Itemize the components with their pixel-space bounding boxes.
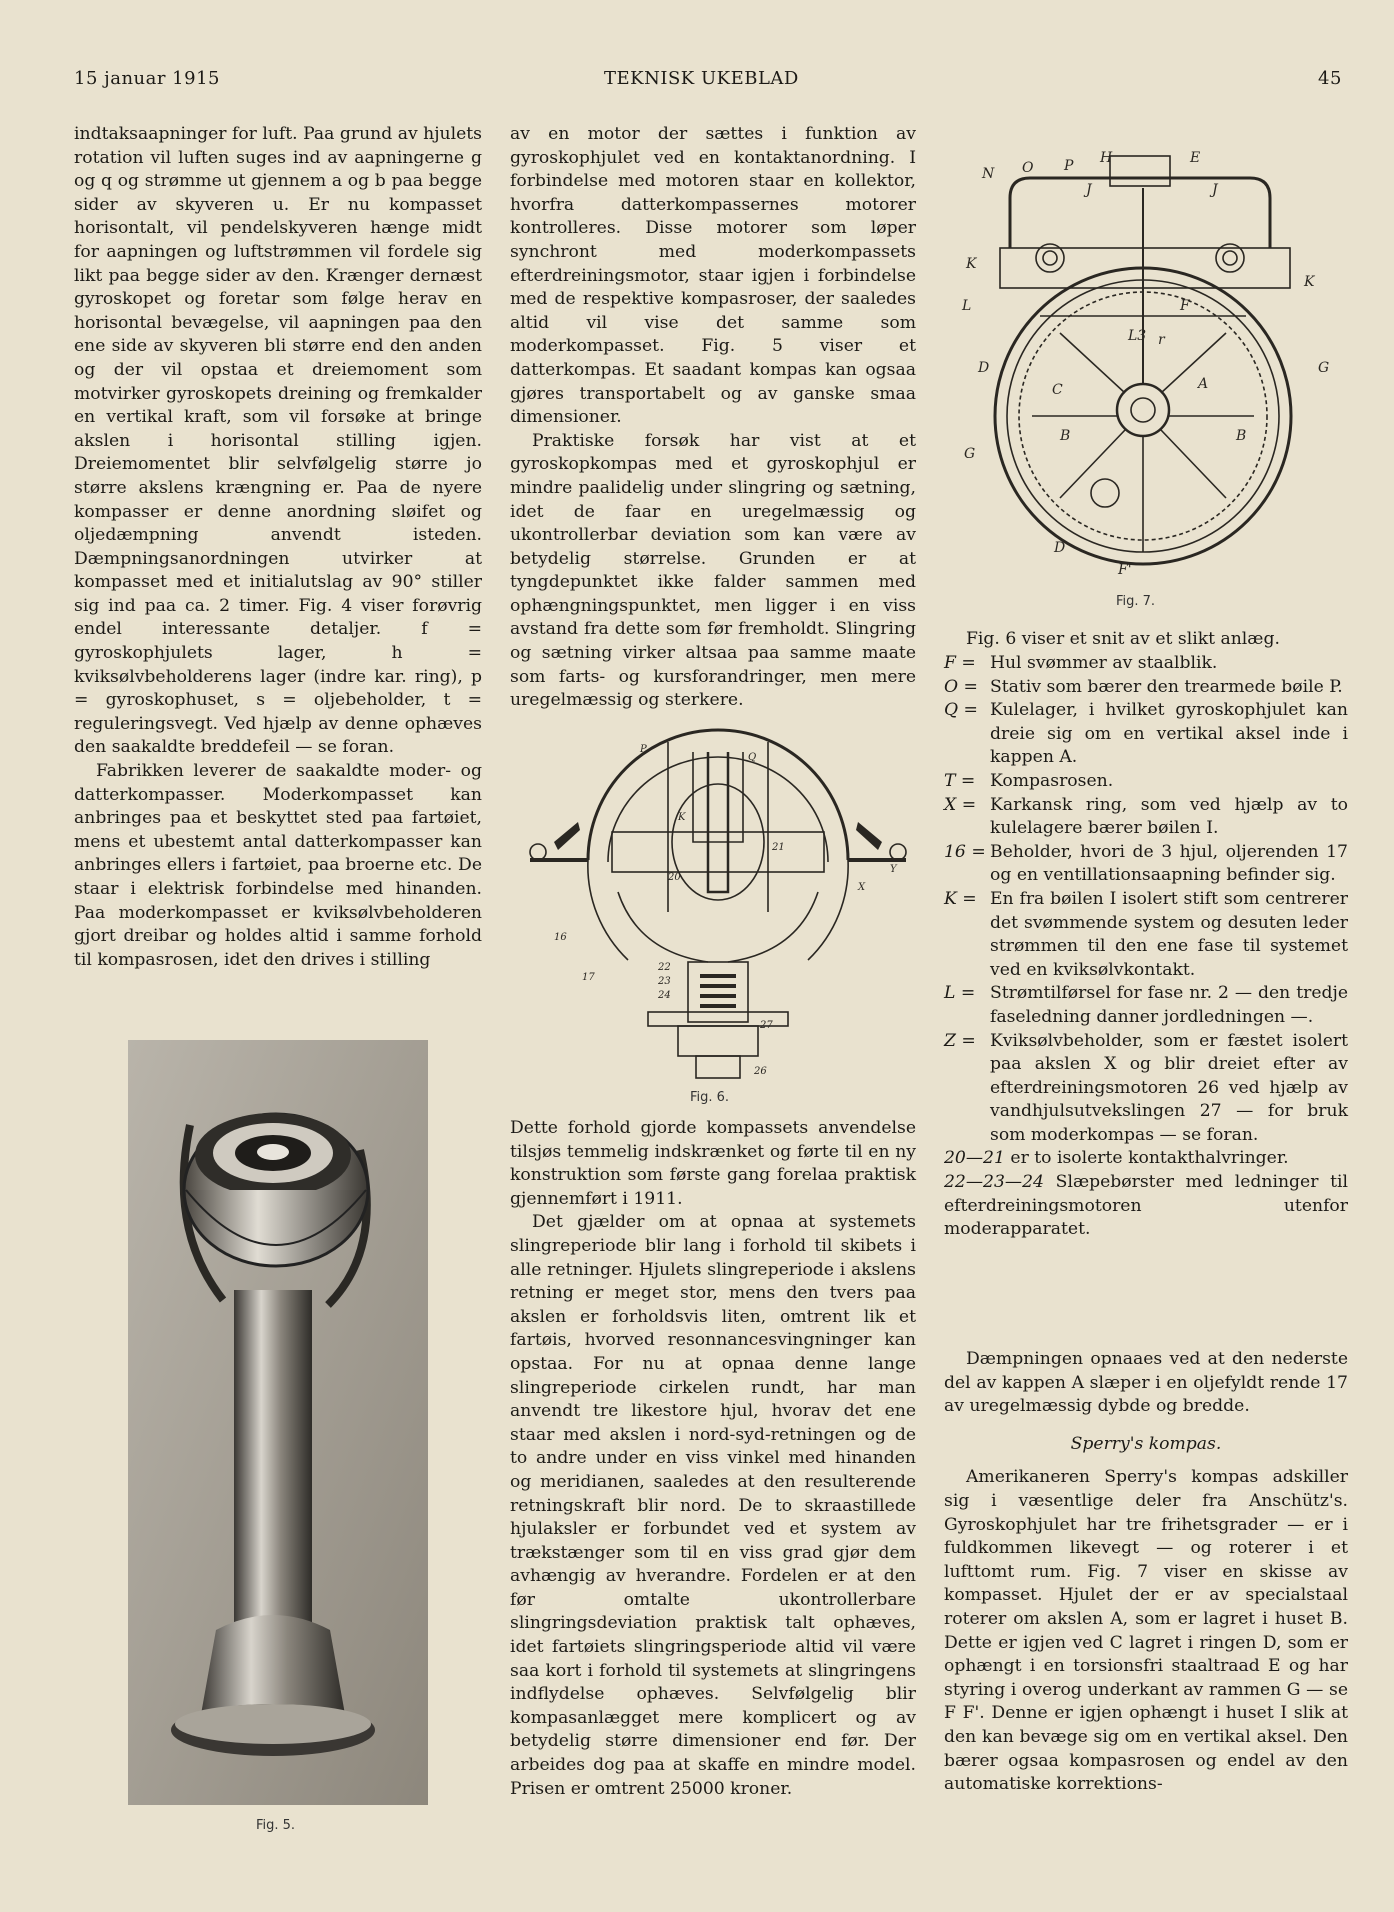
fig7-label: P	[1064, 158, 1074, 174]
fig7-label: B	[1060, 428, 1071, 444]
col3-damping-paragraph: Dæmpningen opnaaes ved at den nederste del av kappen A slæper i en oljefyldt rende 17 av uregelmæssig dybde og bredde.	[944, 1349, 1348, 1417]
legend-key: X =	[944, 794, 977, 815]
col2-paragraph-4: Det gjælder om at opnaa at systemets slingreperiode blir lang i forhold til skibets i alle retninger. Hjulets slingreperiode i akslens retning er meget stor, mens den tvers paa akslen er forholdsvis liten, omtrent lik et fartøis, hvorved resonnancesvingninger kan opstaa. For nu at opnaa denne lange slingreperiode cirkelen rundt, har man anvendt tre likestore hjul, hvorav det ene staar med akslen i nord-syd-retningen og de to andre under en viss vinkel med hinanden og meridianen, saaledes at den resulterende retningskraft blir nord. De to skraastillede hjulaksler er forbundet ved et system av trækstænger som til en viss grad gjør dem avhængig av hverandre. Fordelen er at den før omtalte ukontrollerbare slingringsdeviation praktisk talt ophæves, idet fartøiets slingringsperiode altid vil være saa kort i forhold til systemets at slingringens indflydelse ophæves. Selvfølgelig blir kompasanlægget mere komplicert og av betydelig større dimensioner end før. Der arbeides dog paa at skaffe en mindre model. Prisen er omtrent 25000 kroner.	[510, 1212, 916, 1799]
fig6-caption: Fig. 6.	[690, 1090, 730, 1105]
fig7-sperry-drawing	[960, 148, 1328, 578]
fig7-label: L3	[1128, 328, 1147, 344]
fig7-label: B	[1236, 428, 1247, 444]
fig7-label: L	[962, 298, 972, 314]
legend-item	[944, 841, 1348, 888]
col1-paragraph-1: indtaksaapninger for luft. Paa grund av hjulets rotation vil luften suges ind av aapningerne g og q og strømme ut gjennem a og b paa begge sider av skyveren u. Er nu kompasset horisontalt, vil pendelskyveren hænge midt for aapningen og luftstrømmen vil fordele sig likt paa begge sider av den. Krænger dernæst gyroskopet og foretar som følge herav en horisontal bevægelse, vil aapningen paa den ene side av skyveren bli større end den anden og der vil opstaa et dreiemoment som motvirker gyroskopets dreining og fremkalder en vertikal kraft, som vil forsøke at bringe akslen i horisontal stilling igjen. Dreiemomentet blir selvfølgelig større jo større akslens krængning er. Paa de nyere kompasser er denne anordning sløifet og oljedæmpning anvendt isteden. Dæmpningsanordningen utvirker at kompasset med et initialutslag av 90° stiller sig ind paa ca. 2 timer. Fig. 4 viser forøvrig endel interessante detaljer. f = gyroskophjulets lager, h = kviksølvbeholderens lager (indre kar. ring), p = gyroskophuset, s = oljebeholder, t = reguleringsvegt. Ved hjælp av denne ophæves den saakaldte breddefeil — se foran.	[74, 124, 482, 758]
fig7-label: O	[1022, 160, 1034, 176]
fig7-label: r	[1158, 332, 1165, 348]
fig6-label: 20	[668, 872, 681, 883]
section-title: Sperry's kompas.	[1070, 1433, 1222, 1454]
fig7-label: D	[978, 360, 990, 376]
fig6-label: 17	[582, 972, 595, 983]
legend-item	[944, 1171, 1348, 1242]
fig6-section-drawing	[518, 712, 918, 1084]
fig7-label: N	[982, 166, 995, 182]
legend-value: Kulelager, i hvilket gyroskophjulet kan dreie sig om en vertikal aksel inde i kappen A.	[990, 700, 1348, 768]
legend-key: Z =	[944, 1030, 976, 1051]
col2-paragraph-2: Praktiske forsøk har vist at et gyroskopkompas med et gyroskophjul er mindre paalidelig under slingring og sætning, idet de faar en uregelmæssig og ukontrollerbar deviation som kan være av betydelig størrelse. Grunden er at tyngdepunktet ikke falder sammen med ophængningspunktet, men ligger i en viss avstand fra dette som før fremholdt. Slingring og sætning virker altsaa paa samme maate som farts- og kursforandringer, men mere uregelmæssig og sterkere.	[510, 430, 916, 711]
legend-value: er to isolerte kontakthalvringer.	[1010, 1148, 1289, 1169]
fig7-label: F'	[1118, 562, 1132, 578]
legend-value: Hul svømmer av staalblik.	[990, 653, 1218, 673]
legend-value: Kompasrosen.	[990, 770, 1114, 791]
legend-key: L =	[944, 983, 976, 1004]
fig6-label: 26	[754, 1066, 767, 1077]
column-3-intro	[944, 628, 1348, 652]
fig7-caption: Fig. 7.	[1116, 594, 1156, 609]
legend-value: Slæpebørster med ledninger til efterdreiningsmotoren utenfor moderapparatet.	[944, 1172, 1348, 1240]
fig5-compass-photo	[128, 1040, 428, 1805]
fig7-label: F	[1180, 298, 1190, 314]
legend-key: 22—23—24	[944, 1172, 1044, 1193]
fig7-label: A	[1198, 376, 1209, 392]
column-2-top	[510, 123, 916, 713]
page-number: 45	[1318, 68, 1342, 89]
legend-item	[944, 676, 1348, 700]
running-header-date: 15 januar 1915	[74, 68, 220, 89]
running-header-title: TEKNISK UKEBLAD	[604, 68, 799, 89]
legend-item	[944, 652, 1348, 676]
fig6-label: Q	[748, 752, 757, 763]
col2-paragraph-1: av en motor der sættes i funktion av gyroskophjulet ved en kontaktanordning. I forbindelse med motoren staar en kollektor, hvorfra datterkompassernes motorer kontrolleres. Disse motorer som løper synchront med moderkompassets efterdreiningsmotor, staar igjen i forbindelse med de respektive kompasroser, der saaledes altid vil vise det samme som moderkompasset. Fig. 5 viser et datterkompas. Et saadant kompas kan ogsaa gjøres transportabelt og av ganske smaa dimensioner.	[510, 124, 916, 428]
fig7-label: J	[1212, 182, 1218, 198]
fig6-legend	[944, 652, 1348, 1242]
fig7-label: C	[1052, 382, 1063, 398]
fig7-label: E	[1190, 150, 1201, 166]
legend-key: 20—21	[944, 1148, 1005, 1169]
fig6-label: P	[640, 744, 647, 755]
fig7-label: H	[1100, 150, 1113, 166]
legend-item	[944, 794, 1348, 841]
col2-paragraph-3: Dette forhold gjorde kompassets anvendelse tilsjøs temmelig indskrænket og førte til en ny konstruktion som første gang forelaa praktisk gjennemført i 1911.	[510, 1118, 916, 1209]
column-1	[74, 123, 482, 972]
fig6-label: K	[678, 812, 686, 823]
fig6-label: 22	[658, 962, 671, 973]
fig6-label: Y	[890, 864, 897, 875]
legend-item	[944, 770, 1348, 794]
legend-item	[944, 982, 1348, 1029]
legend-value: Karkansk ring, som ved hjælp av to kulelagere bærer bøilen I.	[990, 794, 1348, 839]
fig7-label: K	[1304, 274, 1315, 290]
legend-value: Beholder, hvori de 3 hjul, oljerenden 17 og en ventillationsaapning befinder sig.	[990, 841, 1348, 886]
legend-key: O =	[944, 676, 978, 697]
legend-value: Kviksølvbeholder, som er fæstet isolert paa akslen X og blir dreiet efter av efterdreiningsmotoren 26 ved hjælp av vandhjulsutvekslingen 27 — for bruk som moderkompas — se foran.	[990, 1030, 1348, 1145]
legend-key: K =	[944, 888, 977, 909]
legend-item	[944, 1147, 1348, 1171]
column-3-bottom	[944, 1348, 1348, 1797]
fig6-label: 21	[772, 842, 785, 853]
fig6-label: 23	[658, 976, 671, 987]
legend-item	[944, 888, 1348, 982]
fig5-caption: Fig. 5.	[256, 1818, 296, 1833]
fig7-label: G	[964, 446, 976, 462]
fig7-label: G	[1318, 360, 1330, 376]
fig6-label: X	[858, 882, 866, 893]
fig7-label: D	[1054, 540, 1066, 556]
fig7-label: K	[966, 256, 977, 272]
legend-key: 16 =	[944, 841, 986, 862]
col3-sperry-paragraph: Amerikaneren Sperry's kompas adskiller sig i væsentlige deler fra Anschütz's. Gyroskophjulet har tre frihetsgrader — er i fuldkommen likevegt — og roterer i et lufttomt rum. Fig. 7 viser en skisse av kompasset. Hjulet der er av specialstaal roterer om akslen A, som er lagret i huset B. Dette er igjen ved C lagret i ringen D, som er ophængt i en torsionsfri staaltraad E og har styring i overog underkant av rammen G — se F F'. Denne er igjen ophængt i huset I slik at den kan bevæge sig om en vertikal aksel. Den bærer ogsaa kompasrosen og endel av den automatiske korrektions-	[944, 1467, 1348, 1795]
legend-item	[944, 699, 1348, 770]
legend-key: F =	[944, 653, 976, 673]
fig7-label: J	[1086, 182, 1092, 198]
fig6-label: 24	[658, 990, 671, 1001]
legend-item	[944, 1030, 1348, 1148]
legend-key: Q =	[944, 700, 978, 721]
legend-value: Strømtilførsel for fase nr. 2 — den tredje faseledning danner jordledningen —.	[990, 983, 1348, 1027]
legend-key: T =	[944, 770, 976, 791]
fig6-intro: Fig. 6 viser et snit av et slikt anlæg.	[966, 629, 1280, 649]
fig6-label: 16	[554, 932, 567, 943]
legend-value: En fra bøilen I isolert stift som centrerer det svømmende system og desuten leder strømmen til den ene fase til systemet ved en kviksølvkontakt.	[990, 888, 1348, 980]
fig6-label: 27	[760, 1020, 773, 1031]
column-2-bottom	[510, 1117, 916, 1801]
col1-paragraph-2: Fabrikken leverer de saakaldte moder- og datterkompasser. Moderkompasset kan anbringes paa et beskyttet sted paa fartøiet, mens et ubestemt antal datterkompasser kan anbringes ellers i fartøiet, paa broerne etc. De staar i elektrisk forbindelse med hinanden. Paa moderkompasset er kviksølvbeholderen gjort dreibar og holdes altid i samme forhold til kompasrosen, idet den drives i stilling	[74, 761, 482, 970]
legend-value: Stativ som bærer den trearmede bøile P.	[990, 676, 1343, 697]
